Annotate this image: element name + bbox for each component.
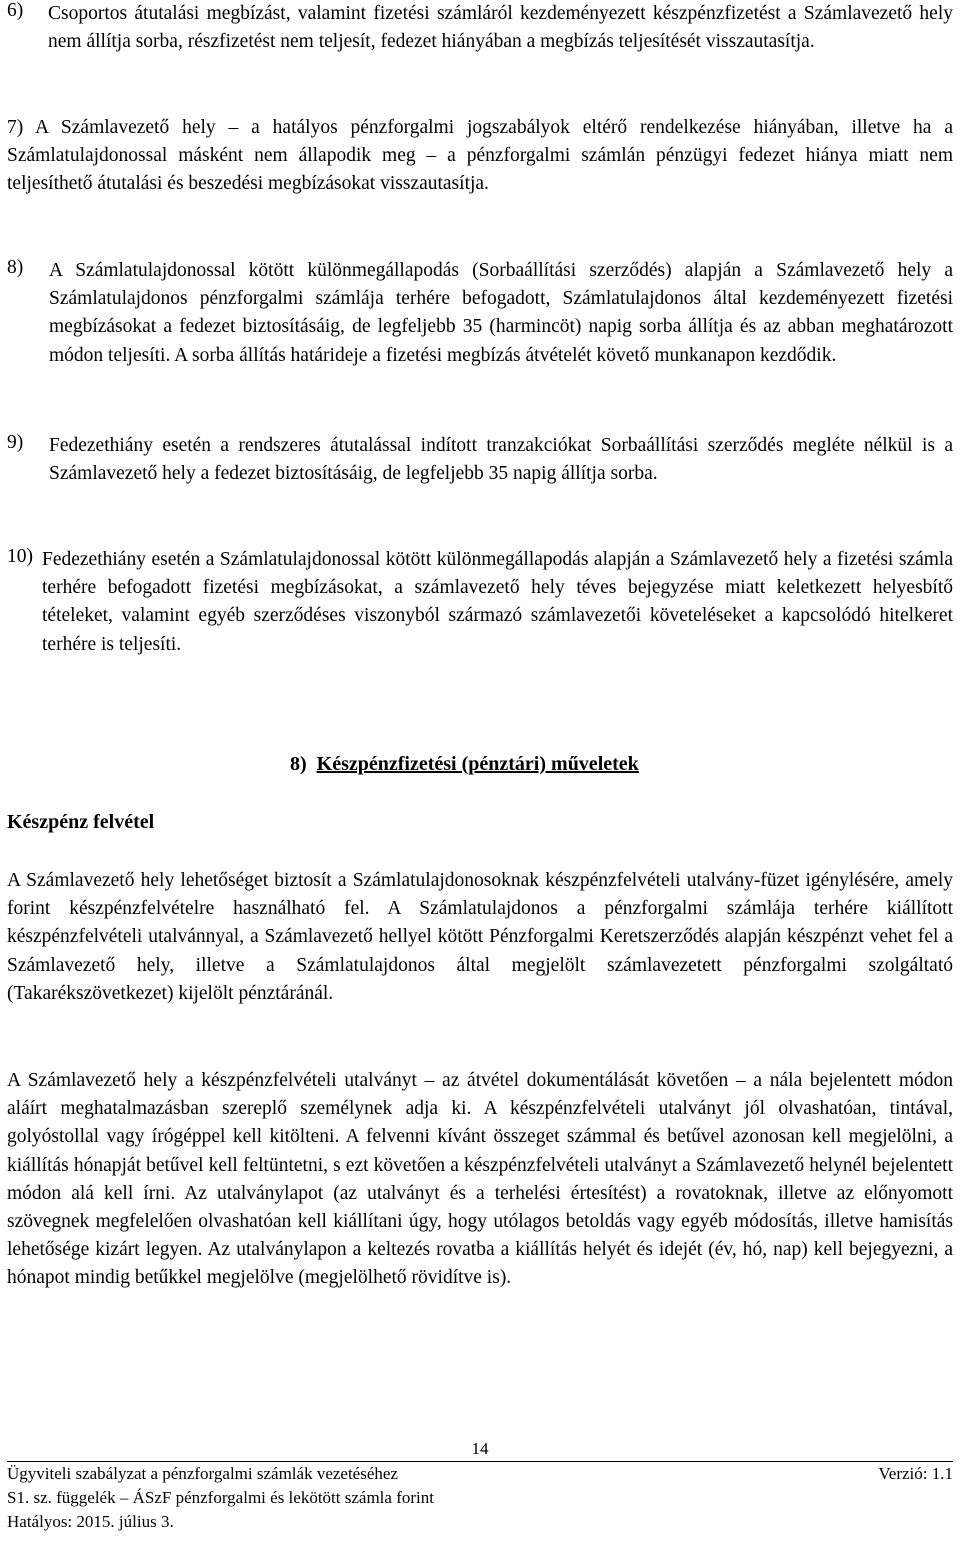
- footer-effective-date: Hatályos: 2015. július 3.: [7, 1512, 174, 1531]
- list-item-number: 6): [7, 0, 24, 21]
- list-item-text: Fedezethiány esetén a rendszeres átutalással indított tranzakciókat Sorbaállítási szerződés megléte nélkül is a Számlavezető hely a fedezet biztosításáig, de legfeljebb 35 napig állítja sorba.: [49, 435, 953, 485]
- subsection-heading: Készpénz felvétel: [7, 811, 155, 833]
- page-footer: [7, 1461, 953, 1534]
- list-item-number: 8): [7, 257, 24, 278]
- list-item-number: 9): [7, 432, 24, 453]
- section-title: Készpénzfizetési (pénztári) műveletek: [316, 753, 639, 775]
- list-item-text: Csoportos átutalási megbízást, valamint fizetési számláról kezdeményezett készpénzfizetést a Számlavezető hely nem állítja sorba, részfizetést nem teljesít, fedezet hiányában a megbízás teljesítését visszautasítja.: [48, 3, 953, 53]
- section-heading: [290, 750, 639, 778]
- list-item-9: [7, 432, 953, 488]
- paragraph: A Számlavezető hely a készpénzfelvételi utalványt – az átvétel dokumentálását követően – a nála bejelentett módon aláírt meghatalmazásban szereplő személynek adja ki. A készpénzfelvételi utalványt jól olvashatóan, tintával, golyóstollal vagy írógéppel kell kitölteni. A felvenni kívánt összeget számmal és betűvel azonosan kell megjelölni, a kiállítás hónapját betűvel kell feltüntetni, s ezt követően a készpénzfelvételi utalványt a Számlavezető helynél bejelentett módon alá kell írni. Az utalványlapot (az utalványt és a terhelési értesítést) a rovatoknak, illetve az előnyomott szövegnek megfelelően olvashatóan kell kiállítani úgy, hogy utólagos betoldás vagy egyéb módosítás, illetve hamisítás lehetősége kizárt legyen. Az utalványlapon a keltezés rovatba a kiállítás helyét és idejét (év, hó, nap) kell bejegyezni, a hónapot mindig betűkkel megjelölve (megjelölhető rövidítve is).: [7, 1070, 953, 1289]
- footer-version: Verzió: 1.1: [878, 1464, 953, 1483]
- footer-title: Ügyviteli szabályzat a pénzforgalmi számlák vezetéséhez: [7, 1464, 398, 1483]
- list-item-text: 7) A Számlavezető hely – a hatályos pénzforgalmi jogszabályok eltérő rendelkezése hiányában, illetve ha a Számlatulajdonossal másként nem állapodik meg – a pénzforgalmi számlán pénzügyi fedezet hiánya miatt nem teljesíthető átutalási és beszedési megbízásokat visszautasítja.: [7, 117, 953, 195]
- list-item-10: [7, 546, 953, 659]
- paragraph: A Számlavezető hely lehetőséget biztosít a Számlatulajdonosoknak készpénzfelvételi utalvány-füzet igénylésére, amely forint készpénzfelvételre használható fel. A Számlatulajdonos a pénzforgalmi számlája terhére kiállított készpénzfelvételi utalvánnyal, a Számlavezető hellyel kötött Pénzforgalmi Keretszerződés alapján készpénzt vehet fel a Számlavezető hely, illetve a Számlatulajdonos által megjelölt számlavezetett pénzforgalmi szolgáltató (Takarékszövetkezet) kijelölt pénztáránál.: [7, 870, 953, 1004]
- section-number: 8): [290, 753, 307, 775]
- list-item-8: [7, 257, 953, 370]
- list-item-number: 10): [7, 546, 33, 567]
- list-item-7: [7, 114, 953, 199]
- list-item-text: A Számlatulajdonossal kötött különmegállapodás (Sorbaállítási szerződés) alapján a Számlavezető hely a Számlatulajdonos pénzforgalmi számlája terhére befogadott, Számlatulajdonos által kezdeményezett fizetési megbízásokat a fedezet biztosításáig, de legfeljebb 35 (harmincöt) napig sorba állítja és az abban meghatározott módon teljesíti. A sorba állítás határideje a fizetési megbízás átvételét követő munkanapon kezdődik.: [49, 260, 953, 366]
- list-item-6: [7, 0, 953, 56]
- list-item-text: Fedezethiány esetén a Számlatulajdonossal kötött különmegállapodás alapján a Számlavezető hely a fizetési számla terhére befogadott fizetési megbízásokat, a számlavezető hely téves bejegyzése miatt keletkezett helyesbítő tételeket, valamint egyéb szerződéses viszonyból származó számlavezetői követeléseket a kapcsolódó hitelkeret terhére is teljesíti.: [42, 549, 953, 655]
- list-item-number: 7): [7, 117, 24, 138]
- page-number: 14: [471, 1439, 489, 1458]
- footer-annex: S1. sz. függelék – ÁSzF pénzforgalmi és lekötött számla forint: [7, 1488, 434, 1507]
